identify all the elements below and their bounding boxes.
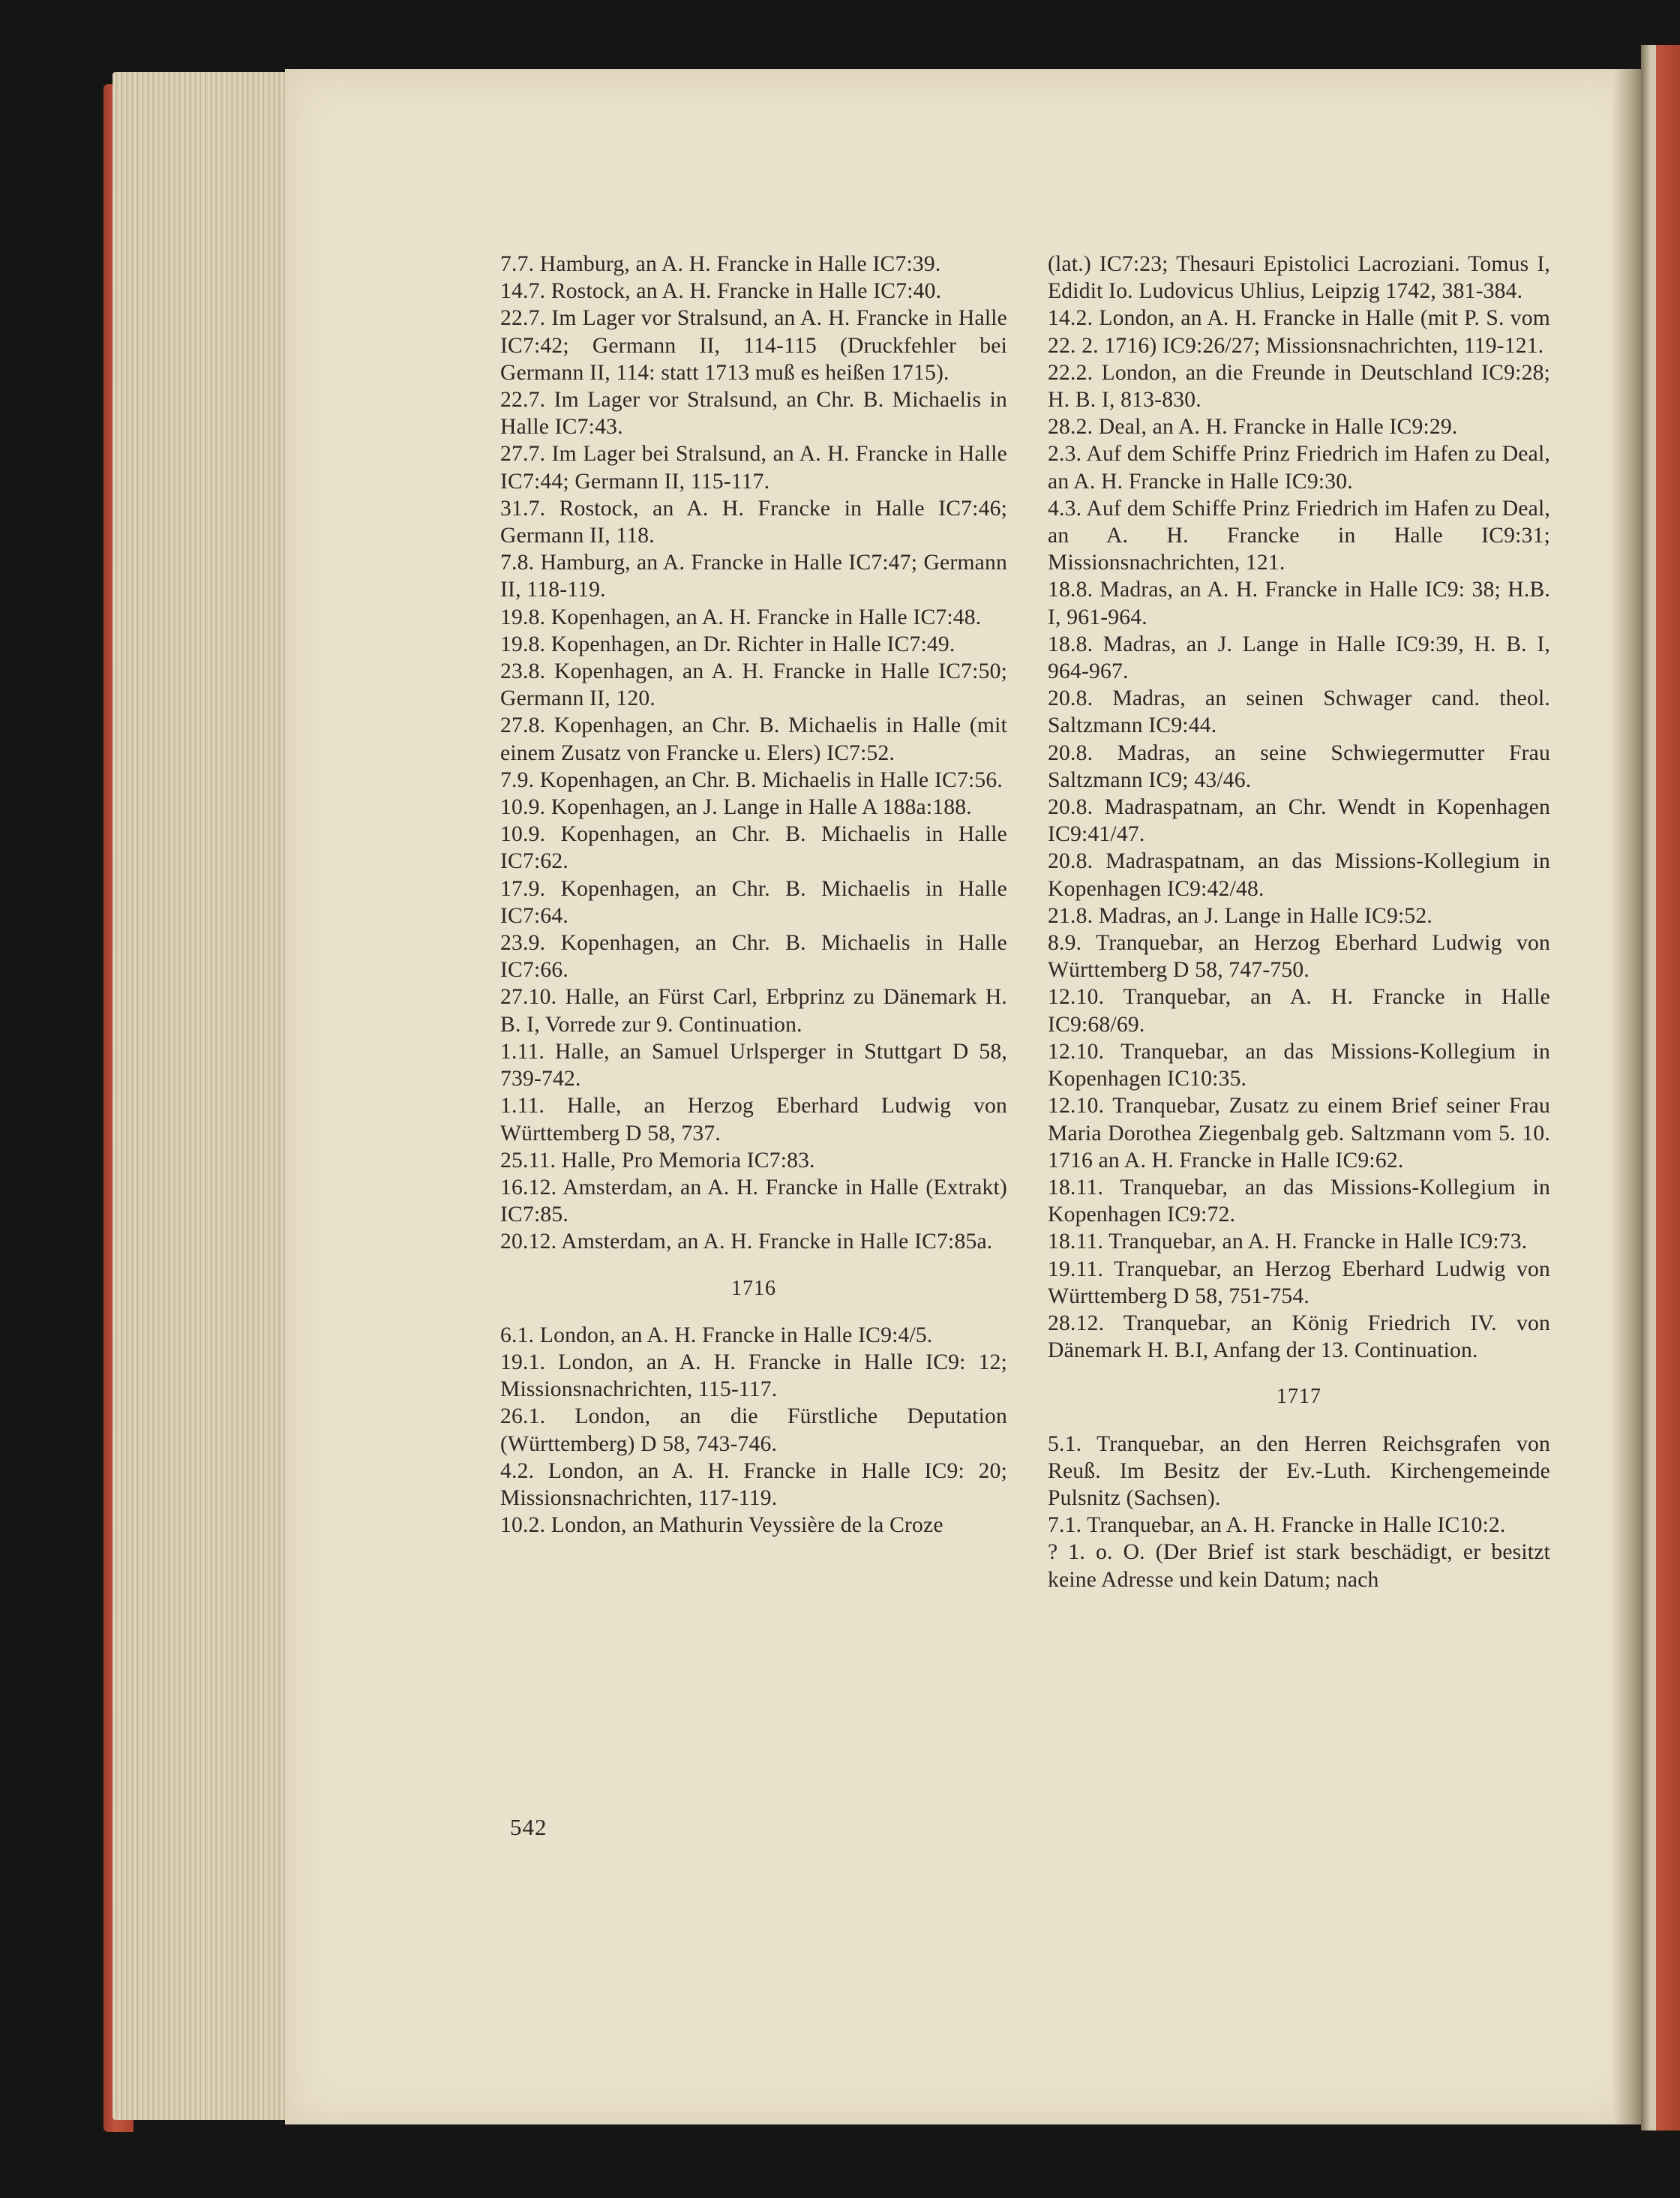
letter-entry: 27.8. Kopenhagen, an Chr. B. Michaelis in Halle (mit einem Zusatz von Francke u. Elers) IC7:52. xyxy=(500,713,1007,765)
letter-entry: 18.8. Madras, an J. Lange in Halle IC9:39, H. B. I, 964-967. xyxy=(1048,632,1550,684)
letter-entry: 23.8. Kopenhagen, an A. H. Francke in Halle IC7:50; Germann II, 120. xyxy=(500,659,1007,711)
letter-entry: 28.2. Deal, an A. H. Francke in Halle IC9:29. xyxy=(1048,415,1458,440)
letter-entry: 19.11. Tranquebar, an Herzog Eberhard Ludwig von Württemberg D 58, 751-754. xyxy=(1048,1257,1550,1308)
letter-entry: 10.9. Kopenhagen, an J. Lange in Halle A 188a:188. xyxy=(500,795,972,820)
right-column xyxy=(1048,251,1550,1593)
letter-entry: 14.2. London, an A. H. Francke in Halle (mit P. S. vom 22. 2. 1716) IC9:26/27; Missionsnachrichten, 119-121. xyxy=(1048,306,1550,358)
letter-entry: 18.8. Madras, an A. H. Francke in Halle IC9: 38; H.B. I, 961-964. xyxy=(1048,578,1550,629)
left-entries-after-year xyxy=(500,1322,1007,1539)
letter-entry: 14.7. Rostock, an A. H. Francke in Halle IC7:40. xyxy=(500,279,942,304)
letter-entry: 8.9. Tranquebar, an Herzog Eberhard Ludwig von Württemberg D 58, 747-750. xyxy=(1048,931,1550,983)
book-cover-right xyxy=(1656,45,1680,2130)
letter-entry: 19.1. London, an A. H. Francke in Halle IC9: 12; Missionsnachrichten, 115-117. xyxy=(500,1350,1007,1402)
letter-entry: 10.2. London, an Mathurin Veyssière de la Croze xyxy=(500,1513,944,1538)
page-edges-left xyxy=(112,72,292,2120)
letter-entry: 21.8. Madras, an J. Lange in Halle IC9:52. xyxy=(1048,903,1433,928)
letter-entry: 28.12. Tranquebar, an König Friedrich IV. von Dänemark H. B.I, Anfang der 13. Continuation. xyxy=(1048,1311,1550,1363)
letter-entry: 18.11. Tranquebar, an A. H. Francke in Halle IC9:73. xyxy=(1048,1230,1528,1254)
page-number: 542 xyxy=(510,1814,548,1840)
left-entries-before-year xyxy=(500,251,1007,1256)
left-column xyxy=(500,251,1007,1539)
letter-entry: 20.12. Amsterdam, an A. H. Francke in Halle IC7:85a. xyxy=(500,1230,993,1254)
letter-entry: ? 1. o. O. (Der Brief ist stark beschädigt, er besitzt keine Adresse und kein Datum; nach xyxy=(1048,1540,1550,1592)
letter-entry: 27.7. Im Lager bei Stralsund, an A. H. Francke in Halle IC7:44; Germann II, 115-117. xyxy=(500,442,1007,494)
letter-entry: (lat.) IC7:23; Thesauri Epistolici Lacroziani. Tomus I, Edidit Io. Ludovicus Uhlius, Leipzig 1742, 381-384. xyxy=(1048,252,1550,304)
letter-entry: 22.7. Im Lager vor Stralsund, an A. H. Francke in Halle IC7:42; Germann II, 114-115 (Druckfehler bei Germann II, 114: statt 1713 muß es heißen 1715). xyxy=(500,306,1007,385)
letter-entry: 20.8. Madraspatnam, an Chr. Wendt in Kopenhagen IC9:41/47. xyxy=(1048,795,1550,847)
letter-entry: 19.8. Kopenhagen, an Dr. Richter in Halle IC7:49. xyxy=(500,632,956,656)
letter-entry: 22.2. London, an die Freunde in Deutschland IC9:28; H. B. I, 813-830. xyxy=(1048,360,1550,413)
letter-entry: 20.8. Madras, an seinen Schwager cand. theol. Saltzmann IC9:44. xyxy=(1048,686,1550,738)
letter-entry: 31.7. Rostock, an A. H. Francke in Halle IC7:46; Germann II, 118. xyxy=(500,496,1007,548)
letter-entry: 12.10. Tranquebar, Zusatz zu einem Brief seiner Frau Maria Dorothea Ziegenbalg geb. Saltzmann vom 5. 10. 1716 an A. H. Francke in Halle IC9:62. xyxy=(1048,1094,1550,1173)
letter-entry: 26.1. London, an die Fürstliche Deputation (Württemberg) D 58, 743-746. xyxy=(500,1404,1007,1456)
letter-entry: 6.1. London, an A. H. Francke in Halle IC9:4/5. xyxy=(500,1323,933,1347)
letter-entry: 12.10. Tranquebar, an A. H. Francke in Halle IC9:68/69. xyxy=(1048,985,1550,1037)
letter-entry: 27.10. Halle, an Fürst Carl, Erbprinz zu Dänemark H. B. I, Vorrede zur 9. Continuation. xyxy=(500,985,1007,1037)
letter-entry: 1.11. Halle, an Herzog Eberhard Ludwig von Württemberg D 58, 737. xyxy=(500,1094,1007,1146)
right-entries-after-year xyxy=(1048,1431,1550,1593)
letter-entry: 18.11. Tranquebar, an das Missions-Kollegium in Kopenhagen IC9:72. xyxy=(1048,1175,1550,1227)
letter-entry: 23.9. Kopenhagen, an Chr. B. Michaelis in Halle IC7:66. xyxy=(500,931,1007,983)
letter-entry: 10.9. Kopenhagen, an Chr. B. Michaelis in Halle IC7:62. xyxy=(500,822,1007,874)
letter-entry: 5.1. Tranquebar, an den Herren Reichsgrafen von Reuß. Im Besitz der Ev.-Luth. Kirchengemeinde Pulsnitz (Sachsen). xyxy=(1048,1431,1550,1510)
letter-entry: 4.2. London, an A. H. Francke in Halle IC9: 20; Missionsnachrichten, 117-119. xyxy=(500,1458,1007,1510)
letter-entry: 20.8. Madras, an seine Schwiegermutter Frau Saltzmann IC9; 43/46. xyxy=(1048,740,1550,792)
letter-entry: 16.12. Amsterdam, an A. H. Francke in Halle (Extrakt) IC7:85. xyxy=(500,1175,1007,1227)
year-heading-1717: 1717 xyxy=(1276,1385,1322,1409)
page-gutter xyxy=(1612,69,1642,2124)
letter-entry: 19.8. Kopenhagen, an A. H. Francke in Halle IC7:48. xyxy=(500,605,982,629)
letter-entry: 20.8. Madraspatnam, an das Missions-Kollegium in Kopenhagen IC9:42/48. xyxy=(1048,849,1550,901)
letter-entry: 22.7. Im Lager vor Stralsund, an Chr. B. Michaelis in Halle IC7:43. xyxy=(500,388,1007,440)
letter-entry: 1.11. Halle, an Samuel Urlsperger in Stuttgart D 58, 739-742. xyxy=(500,1039,1007,1091)
letter-entry: 7.1. Tranquebar, an A. H. Francke in Halle IC10:2. xyxy=(1048,1513,1506,1538)
letter-entry: 7.7. Hamburg, an A. H. Francke in Halle IC7:39. xyxy=(500,252,941,276)
right-entries-before-year xyxy=(1048,251,1550,1364)
letter-entry: 17.9. Kopenhagen, an Chr. B. Michaelis in Halle IC7:64. xyxy=(500,876,1007,928)
year-heading-1716: 1716 xyxy=(731,1276,776,1300)
letter-entry: 12.10. Tranquebar, an das Missions-Kollegium in Kopenhagen IC10:35. xyxy=(1048,1039,1550,1091)
letter-entry: 7.9. Kopenhagen, an Chr. B. Michaelis in Halle IC7:56. xyxy=(500,767,1003,792)
letter-entry: 4.3. Auf dem Schiffe Prinz Friedrich im Hafen zu Deal, an A. H. Francke in Halle IC9:31; Missionsnachrichten, 121. xyxy=(1048,496,1550,575)
letter-entry: 25.11. Halle, Pro Memoria IC7:83. xyxy=(500,1148,815,1173)
letter-entry: 2.3. Auf dem Schiffe Prinz Friedrich im Hafen zu Deal, an A. H. Francke in Halle IC9:30. xyxy=(1048,442,1550,494)
letter-entry: 7.8. Hamburg, an A. Francke in Halle IC7:47; Germann II, 118-119. xyxy=(500,551,1007,602)
